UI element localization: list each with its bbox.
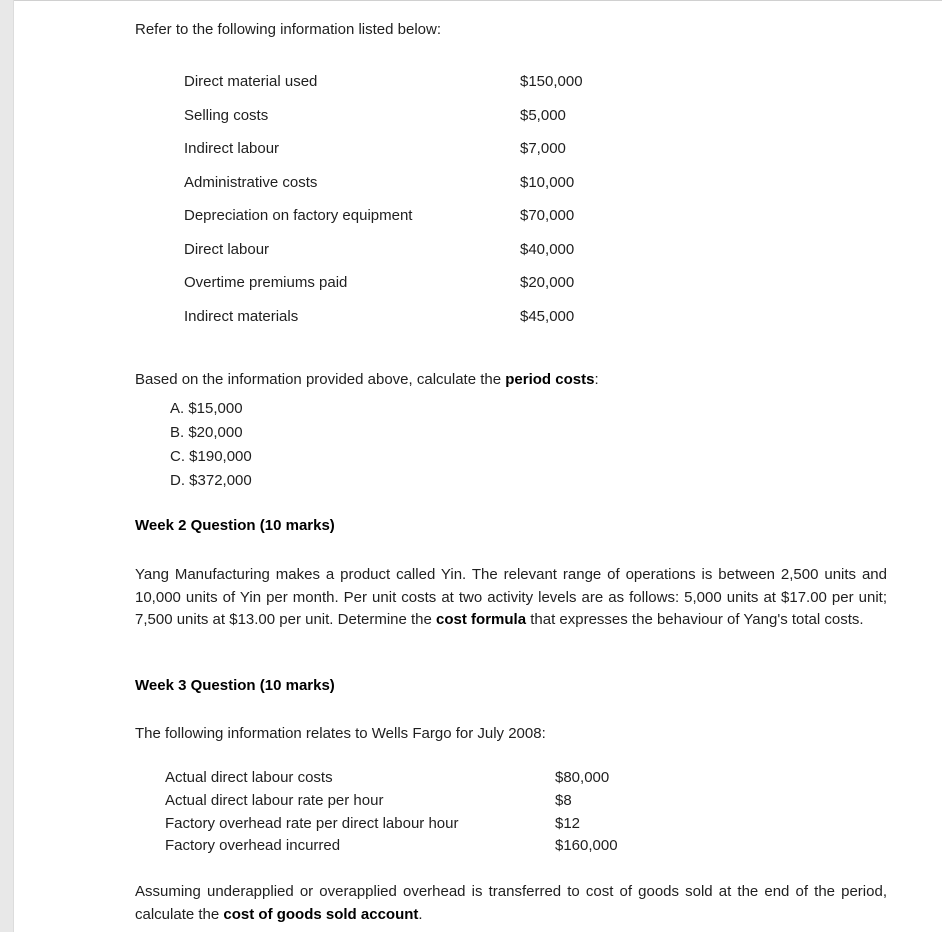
question-bold-term: period costs	[505, 371, 595, 388]
item-label: Indirect materials	[184, 308, 299, 325]
paragraph-text: Yang Manufacturing makes a product called Yin. The relevant range of operations is between 2,500 units and 10,000 units of Yin per month. Per unit costs at two activity levels are as follows: 5,000 units at $17.00 per unit; 7,500 units at $13.00 per unit. Determine the	[135, 566, 887, 628]
question-text: Assuming underapplied or overapplied overhead is transferred to cost of goods sold at the end of the period, calculate the	[135, 883, 887, 923]
item-value: $150,000	[520, 73, 583, 90]
question-punct: :	[594, 371, 599, 388]
option-b: B. $20,000	[170, 424, 243, 441]
item-label: Administrative costs	[184, 174, 318, 191]
paragraph-bold-term: cost formula	[436, 611, 527, 628]
page-top-border	[0, 0, 942, 1]
option-d: D. $372,000	[170, 472, 252, 489]
left-margin-bar	[0, 0, 14, 932]
week3-question	[135, 881, 887, 926]
item-label: Direct labour	[184, 241, 270, 258]
week2-paragraph	[135, 564, 887, 632]
week3-heading-text: Week 3 Question (10 marks)	[135, 677, 335, 694]
period-costs-question	[135, 371, 599, 388]
item-value: $5,000	[520, 107, 566, 124]
item-value: $8	[555, 792, 572, 809]
week2-heading	[135, 517, 335, 534]
week3-heading	[135, 677, 335, 694]
item-label: Actual direct labour costs	[165, 769, 333, 786]
intro-text: Refer to the following information listed below:	[135, 21, 441, 38]
question-punct: .	[418, 905, 423, 923]
question-text: Based on the information provided above, calculate the	[135, 371, 506, 388]
week3-intro: The following information relates to Wells Fargo for July 2008:	[135, 725, 546, 742]
item-value: $12	[555, 815, 581, 832]
item-label: Indirect labour	[184, 140, 280, 157]
option-c: C. $190,000	[170, 448, 252, 465]
item-label: Direct material used	[184, 73, 318, 90]
item-value: $40,000	[520, 241, 575, 258]
item-value: $20,000	[520, 274, 575, 291]
item-value: $80,000	[555, 769, 610, 786]
item-value: $70,000	[520, 207, 575, 224]
item-label: Depreciation on factory equipment	[184, 207, 413, 224]
item-label: Factory overhead incurred	[165, 837, 341, 854]
item-label: Factory overhead rate per direct labour hour	[165, 815, 459, 832]
item-value: $10,000	[520, 174, 575, 191]
paragraph-text-end: that expresses the behaviour of Yang's total costs.	[526, 611, 864, 628]
option-a: A. $15,000	[170, 400, 243, 417]
question-bold-term: cost of goods sold account	[223, 905, 419, 923]
item-label: Overtime premiums paid	[184, 274, 348, 291]
item-label: Selling costs	[184, 107, 269, 124]
item-label: Actual direct labour rate per hour	[165, 792, 384, 809]
item-value: $160,000	[555, 837, 618, 854]
item-value: $7,000	[520, 140, 566, 157]
item-value: $45,000	[520, 308, 575, 325]
week2-heading-text: Week 2 Question (10 marks)	[135, 517, 335, 534]
